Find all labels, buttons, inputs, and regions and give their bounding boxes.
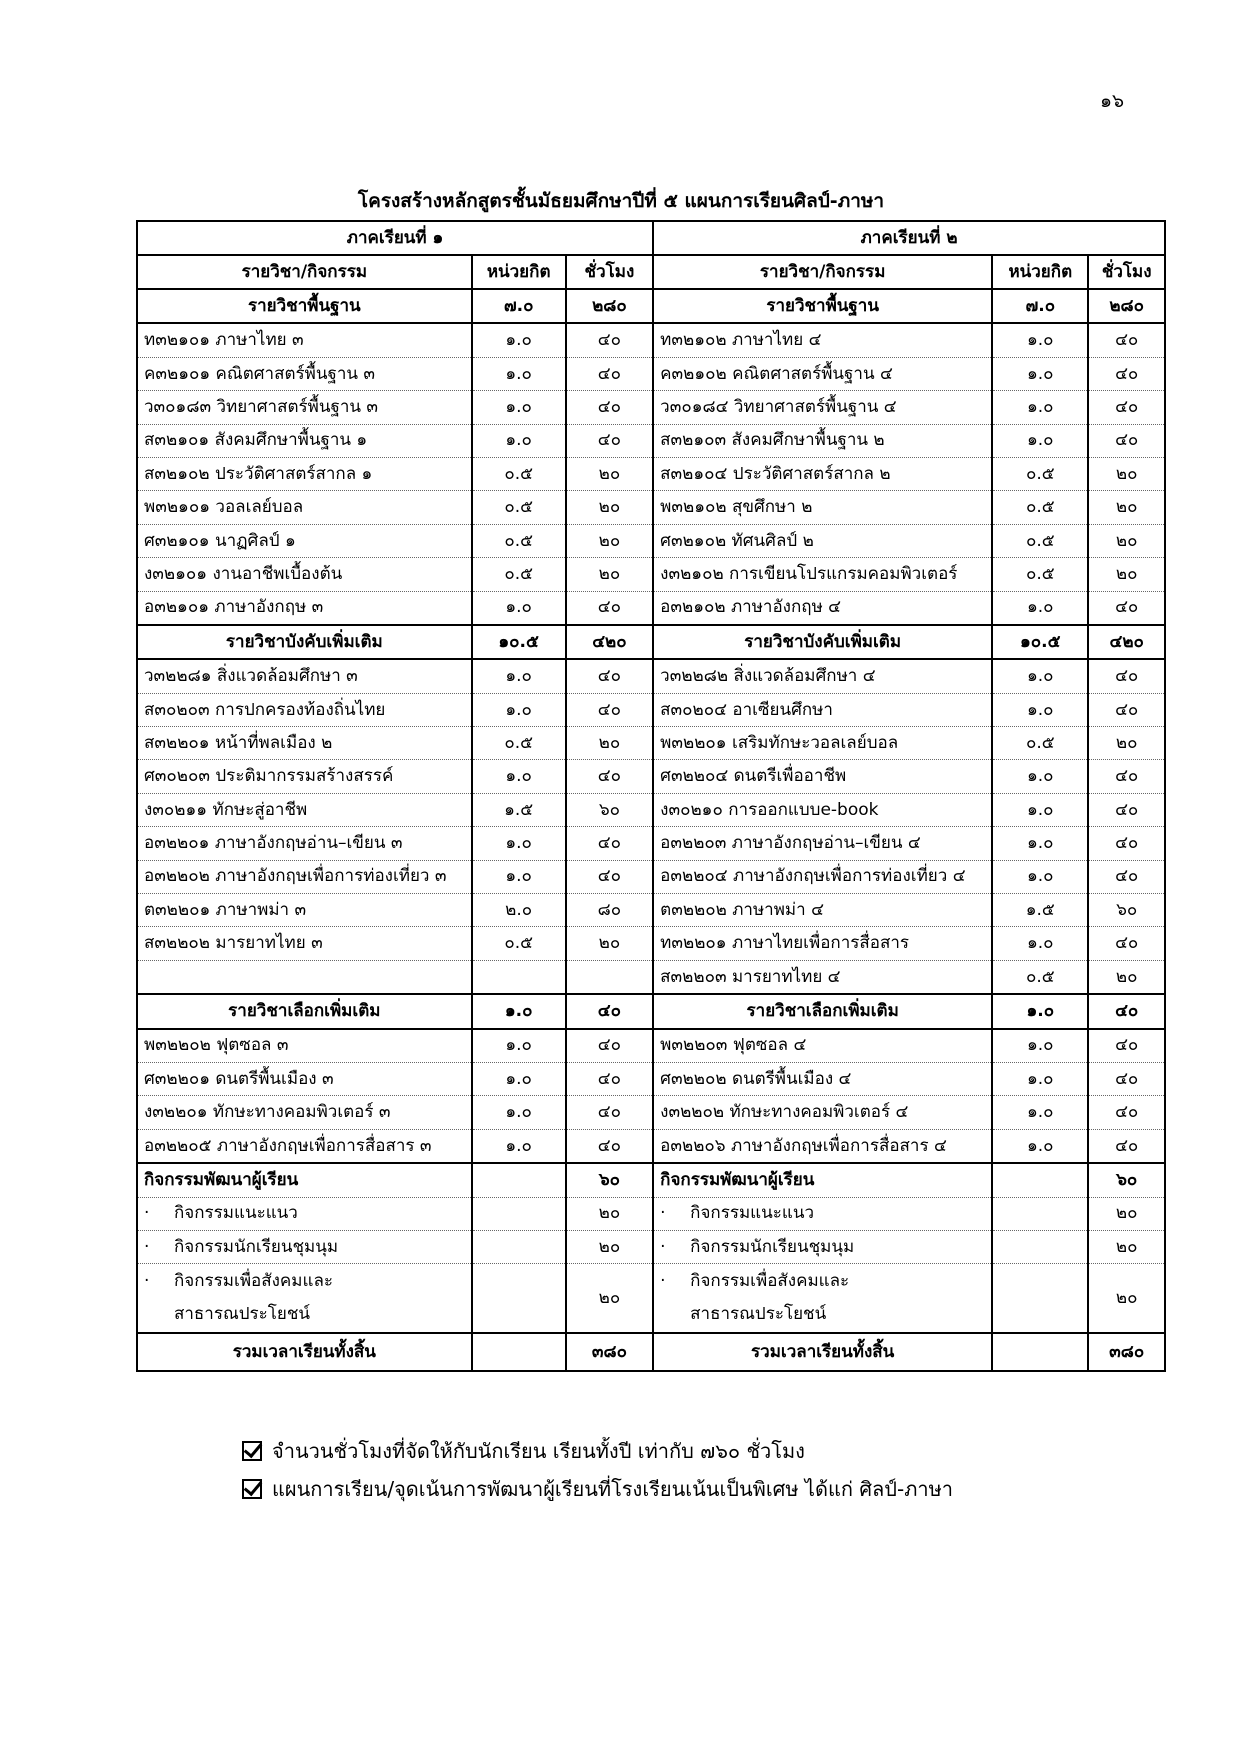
hours-cell: ๔๐ <box>566 323 653 357</box>
subject-cell: ง๓๒๒๐๒ ทักษะทางคอมพิวเตอร์ ๔ <box>653 1096 992 1129</box>
subject-header: รายวิชา/กิจกรรม <box>653 255 992 289</box>
total-label: รวมเวลาเรียนทั้งสิ้น <box>137 1333 472 1371</box>
subject-cell: อ๓๒๑๐๒ ภาษาอังกฤษ ๔ <box>653 591 992 625</box>
hours-cell: ๔๐ <box>1088 591 1165 625</box>
credit-cell: ๑.๐ <box>472 391 566 424</box>
credit-cell <box>992 1197 1088 1230</box>
subject-cell: ส๓๒๑๐๔ ประวัติศาสตร์สากล ๒ <box>653 457 992 490</box>
hours-cell: ๔๐ <box>566 659 653 693</box>
credit-cell: ๑.๐ <box>992 424 1088 457</box>
credit-cell: ๑.๐ <box>992 1129 1088 1163</box>
subject-cell: ส๓๒๑๐๓ สังคมศึกษาพื้นฐาน ๒ <box>653 424 992 457</box>
subject-cell: ว๓๒๒๘๑ สิ่งแวดล้อมศึกษา ๓ <box>137 659 472 693</box>
credit-cell <box>472 1230 566 1263</box>
credit-cell: ๑.๕ <box>472 793 566 826</box>
table-row <box>137 357 1165 390</box>
subject-cell: ส๓๒๒๐๑ หน้าที่พลเมือง ๒ <box>137 727 472 760</box>
subject-cell: ง๓๒๑๐๑ งานอาชีพเบื้องต้น <box>137 558 472 591</box>
subject-cell: ว๓๐๑๘๔ วิทยาศาสตร์พื้นฐาน ๔ <box>653 391 992 424</box>
credit-cell: ๐.๕ <box>472 727 566 760</box>
total-credit <box>992 1333 1088 1371</box>
hours-cell: ๔๐ <box>566 693 653 726</box>
section-hours: ๒๘๐ <box>1088 289 1165 323</box>
hours-cell: ๒๐ <box>1088 457 1165 490</box>
hours-cell: ๔๐ <box>1088 793 1165 826</box>
credit-cell: ๐.๕ <box>472 524 566 557</box>
section-credit: ๑๐.๕ <box>472 625 566 659</box>
hours-cell: ๔๐ <box>1088 323 1165 357</box>
hours-cell: ๔๐ <box>1088 1029 1165 1063</box>
table-row <box>137 1029 1165 1063</box>
hours-cell: ๔๐ <box>1088 1129 1165 1163</box>
credit-cell: ๑.๐ <box>472 1129 566 1163</box>
activity-cell <box>653 1264 992 1334</box>
subject-cell: อ๓๒๒๐๑ ภาษาอังกฤษอ่าน–เขียน ๓ <box>137 827 472 860</box>
table-row <box>137 491 1165 524</box>
hours-cell: ๔๐ <box>1088 860 1165 893</box>
total-hours: ๓๘๐ <box>1088 1333 1165 1371</box>
subject-cell: พ๓๒๒๐๒ ฟุตซอล ๓ <box>137 1029 472 1063</box>
activity-cell <box>137 1230 472 1263</box>
section-header-row <box>137 625 1165 659</box>
credit-cell: ๑.๐ <box>992 1062 1088 1095</box>
credit-cell: ๑.๐ <box>992 1029 1088 1063</box>
section-credit: ๑.๐ <box>472 994 566 1028</box>
hours-cell: ๔๐ <box>1088 391 1165 424</box>
subject-cell: อ๓๒๒๐๒ ภาษาอังกฤษเพื่อการท่องเที่ยว ๓ <box>137 860 472 893</box>
activities-credit <box>472 1163 566 1197</box>
table-row <box>137 693 1165 726</box>
credit-cell: ๑.๐ <box>472 1062 566 1095</box>
credit-cell: ๐.๕ <box>472 927 566 960</box>
table-row <box>137 391 1165 424</box>
credit-cell: ๐.๕ <box>992 727 1088 760</box>
subject-cell: ศ๓๒๒๐๔ ดนตรีเพื่ออาชีพ <box>653 760 992 793</box>
activities-title: กิจกรรมพัฒนาผู้เรียน <box>137 1163 472 1197</box>
credit-cell: ๑.๐ <box>472 1029 566 1063</box>
bullet-icon: · <box>660 1236 666 1257</box>
total-hours: ๓๘๐ <box>566 1333 653 1371</box>
subject-cell: ค๓๒๑๐๑ คณิตศาสตร์พื้นฐาน ๓ <box>137 357 472 390</box>
total-label: รวมเวลาเรียนทั้งสิ้น <box>653 1333 992 1371</box>
hours-cell: ๘๐ <box>566 894 653 927</box>
hours-cell: ๒๐ <box>566 727 653 760</box>
hours-cell: ๔๐ <box>566 1062 653 1095</box>
subject-cell: ว๓๒๒๘๒ สิ่งแวดล้อมศึกษา ๔ <box>653 659 992 693</box>
section-title: รายวิชาบังคับเพิ่มเติม <box>653 625 992 659</box>
hours-cell: ๔๐ <box>566 357 653 390</box>
credit-cell <box>472 1264 566 1334</box>
table-row <box>137 524 1165 557</box>
checked-box-icon <box>242 1441 262 1461</box>
subject-cell: ศ๓๒๑๐๒ ทัศนศิลป์ ๒ <box>653 524 992 557</box>
credit-cell: ๑.๐ <box>472 424 566 457</box>
hours-cell: ๔๐ <box>566 1029 653 1063</box>
credit-cell: ๑.๐ <box>472 1096 566 1129</box>
credit-cell: ๐.๕ <box>992 558 1088 591</box>
hours-cell: ๔๐ <box>1088 1062 1165 1095</box>
section-hours: ๔๐ <box>1088 994 1165 1028</box>
credit-cell: ๐.๕ <box>992 960 1088 994</box>
note-text: จำนวนชั่วโมงที่จัดให้กับนักเรียน เรียนทั้งปี เท่ากับ ๗๖๐ ชั่วโมง <box>272 1439 805 1463</box>
subject-cell: ศ๓๒๒๐๑ ดนตรีพื้นเมือง ๓ <box>137 1062 472 1095</box>
activity-row <box>137 1230 1165 1263</box>
activities-hours: ๖๐ <box>566 1163 653 1197</box>
credit-cell: ๑.๐ <box>992 323 1088 357</box>
credit-cell: ๐.๕ <box>992 524 1088 557</box>
credit-header: หน่วยกิต <box>472 255 566 289</box>
section-header-row <box>137 994 1165 1028</box>
credit-header: หน่วยกิต <box>992 255 1088 289</box>
hours-cell: ๒๐ <box>566 1264 653 1334</box>
subject-cell: ท๓๒๑๐๑ ภาษาไทย ๓ <box>137 323 472 357</box>
table-row <box>137 827 1165 860</box>
credit-cell: ๑.๐ <box>992 591 1088 625</box>
credit-cell: ๐.๕ <box>472 558 566 591</box>
hours-cell: ๔๐ <box>1088 424 1165 457</box>
table-row <box>137 793 1165 826</box>
credit-cell: ๑.๐ <box>472 323 566 357</box>
hours-cell: ๒๐ <box>1088 524 1165 557</box>
subject-cell <box>137 960 472 994</box>
activity-label: สาธารณประโยชน์ <box>174 1304 311 1325</box>
subject-cell: พ๓๒๒๐๑ เสริมทักษะวอลเลย์บอล <box>653 727 992 760</box>
semester-2-header: ภาคเรียนที่ ๒ <box>653 221 1165 255</box>
hours-cell: ๖๐ <box>566 793 653 826</box>
subject-cell: ง๓๒๑๐๒ การเขียนโปรแกรมคอมพิวเตอร์ <box>653 558 992 591</box>
subject-cell: ต๓๒๒๐๑ ภาษาพม่า ๓ <box>137 894 472 927</box>
section-title: รายวิชาเลือกเพิ่มเติม <box>137 994 472 1028</box>
subject-cell: ศ๓๒๑๐๑ นาฏศิลป์ ๑ <box>137 524 472 557</box>
credit-cell: ๑.๐ <box>992 659 1088 693</box>
hours-cell: ๔๐ <box>1088 659 1165 693</box>
hours-header: ชั่วโมง <box>1088 255 1165 289</box>
bullet-icon: · <box>660 1271 666 1292</box>
hours-cell: ๔๐ <box>566 1096 653 1129</box>
page-number: ๑๖ <box>1100 90 1125 112</box>
total-row <box>137 1333 1165 1371</box>
subject-cell: ท๓๒๒๐๑ ภาษาไทยเพื่อการสื่อสาร <box>653 927 992 960</box>
note-item <box>242 1470 953 1508</box>
subject-cell: ส๓๐๒๐๓ การปกครองท้องถิ่นไทย <box>137 693 472 726</box>
bullet-icon: · <box>144 1203 150 1224</box>
bullet-icon: · <box>660 1203 666 1224</box>
activity-row <box>137 1197 1165 1230</box>
subject-cell: ส๓๒๒๐๒ มารยาทไทย ๓ <box>137 927 472 960</box>
table-row <box>137 323 1165 357</box>
subject-cell: ว๓๐๑๘๓ วิทยาศาสตร์พื้นฐาน ๓ <box>137 391 472 424</box>
subject-cell: ท๓๒๑๐๒ ภาษาไทย ๔ <box>653 323 992 357</box>
credit-cell: ๑.๐ <box>472 659 566 693</box>
credit-cell: ๑.๐ <box>472 760 566 793</box>
curriculum-table <box>136 220 1166 1372</box>
hours-cell: ๒๐ <box>566 1197 653 1230</box>
section-title: รายวิชาพื้นฐาน <box>653 289 992 323</box>
credit-cell: ๑.๐ <box>992 793 1088 826</box>
table-row <box>137 558 1165 591</box>
hours-cell: ๔๐ <box>1088 1096 1165 1129</box>
section-hours: ๔๒๐ <box>1088 625 1165 659</box>
subject-cell: ง๓๒๒๐๑ ทักษะทางคอมพิวเตอร์ ๓ <box>137 1096 472 1129</box>
activity-label: กิจกรรมนักเรียนชุมนุม <box>174 1236 339 1257</box>
subject-cell: อ๓๒๑๐๑ ภาษาอังกฤษ ๓ <box>137 591 472 625</box>
credit-cell: ๑.๐ <box>992 357 1088 390</box>
section-credit: ๗.๐ <box>992 289 1088 323</box>
table-row <box>137 457 1165 490</box>
table-row <box>137 894 1165 927</box>
section-title: รายวิชาบังคับเพิ่มเติม <box>137 625 472 659</box>
credit-cell <box>472 960 566 994</box>
activities-header-row <box>137 1163 1165 1197</box>
credit-cell <box>992 1230 1088 1263</box>
section-credit: ๑.๐ <box>992 994 1088 1028</box>
hours-cell: ๔๐ <box>566 827 653 860</box>
bullet-icon: · <box>144 1236 150 1257</box>
activity-label: สาธารณประโยชน์ <box>690 1304 827 1325</box>
table-row <box>137 591 1165 625</box>
document-title: โครงสร้างหลักสูตรชั้นมัธยมศึกษาปีที่ ๕ แผนการเรียนศิลป์-ภาษา <box>357 190 885 212</box>
section-credit: ๑๐.๕ <box>992 625 1088 659</box>
credit-cell: ๑.๐ <box>992 391 1088 424</box>
hours-cell: ๔๐ <box>1088 693 1165 726</box>
hours-cell: ๔๐ <box>1088 357 1165 390</box>
subject-cell: พ๓๒๑๐๑ วอลเลย์บอล <box>137 491 472 524</box>
semester-header-row <box>137 221 1165 255</box>
semester-1-header: ภาคเรียนที่ ๑ <box>137 221 653 255</box>
section-hours: ๔๐ <box>566 994 653 1028</box>
table-row <box>137 1096 1165 1129</box>
hours-header: ชั่วโมง <box>566 255 653 289</box>
hours-cell: ๒๐ <box>1088 1264 1165 1334</box>
table-row <box>137 760 1165 793</box>
notes <box>242 1432 953 1508</box>
credit-cell: ๑.๐ <box>992 827 1088 860</box>
checked-box-icon <box>242 1479 262 1499</box>
hours-cell: ๔๐ <box>566 391 653 424</box>
section-title: รายวิชาเลือกเพิ่มเติม <box>653 994 992 1028</box>
credit-cell: ๑.๐ <box>472 827 566 860</box>
hours-cell: ๒๐ <box>566 524 653 557</box>
activity-cell <box>653 1230 992 1263</box>
section-hours: ๒๘๐ <box>566 289 653 323</box>
credit-cell: ๑.๐ <box>992 760 1088 793</box>
activity-cell <box>137 1264 472 1334</box>
credit-cell: ๐.๕ <box>472 457 566 490</box>
activity-cell <box>653 1197 992 1230</box>
credit-cell: ๑.๐ <box>472 693 566 726</box>
subject-cell: ส๓๐๒๐๔ อาเซียนศึกษา <box>653 693 992 726</box>
hours-cell: ๔๐ <box>1088 827 1165 860</box>
subject-cell: อ๓๒๒๐๔ ภาษาอังกฤษเพื่อการท่องเที่ยว ๔ <box>653 860 992 893</box>
credit-cell <box>992 1264 1088 1334</box>
credit-cell <box>472 1197 566 1230</box>
subject-cell: ส๓๒๒๐๓ มารยาทไทย ๔ <box>653 960 992 994</box>
subject-cell: อ๓๒๒๐๓ ภาษาอังกฤษอ่าน–เขียน ๔ <box>653 827 992 860</box>
credit-cell: ๑.๐ <box>992 693 1088 726</box>
hours-cell: ๖๐ <box>1088 894 1165 927</box>
table-row <box>137 727 1165 760</box>
activity-label: กิจกรรมแนะแนว <box>174 1203 298 1224</box>
subject-cell: ค๓๒๑๐๒ คณิตศาสตร์พื้นฐาน ๔ <box>653 357 992 390</box>
credit-cell: ๑.๐ <box>472 591 566 625</box>
credit-cell: ๑.๐ <box>472 357 566 390</box>
table-row <box>137 860 1165 893</box>
subject-cell: อ๓๒๒๐๖ ภาษาอังกฤษเพื่อการสื่อสาร ๔ <box>653 1129 992 1163</box>
total-credit <box>472 1333 566 1371</box>
hours-cell: ๔๐ <box>1088 760 1165 793</box>
subject-cell: ศ๓๒๒๐๒ ดนตรีพื้นเมือง ๔ <box>653 1062 992 1095</box>
subject-cell: พ๓๒๒๐๓ ฟุตซอล ๔ <box>653 1029 992 1063</box>
hours-cell: ๔๐ <box>566 591 653 625</box>
hours-cell: ๔๐ <box>566 1129 653 1163</box>
credit-cell: ๑.๐ <box>992 860 1088 893</box>
activities-title: กิจกรรมพัฒนาผู้เรียน <box>653 1163 992 1197</box>
hours-cell: ๒๐ <box>566 491 653 524</box>
activity-label: กิจกรรมแนะแนว <box>690 1203 815 1224</box>
activity-label: กิจกรรมนักเรียนชุมนุม <box>690 1236 855 1257</box>
activities-hours: ๖๐ <box>1088 1163 1165 1197</box>
activity-row <box>137 1264 1165 1334</box>
activity-label: กิจกรรมเพื่อสังคมและ <box>174 1271 334 1292</box>
activity-cell <box>137 1197 472 1230</box>
hours-cell: ๒๐ <box>566 1230 653 1263</box>
table-row <box>137 424 1165 457</box>
subject-cell: ส๓๒๑๐๒ ประวัติศาสตร์สากล ๑ <box>137 457 472 490</box>
subject-cell: ส๓๒๑๐๑ สังคมศึกษาพื้นฐาน ๑ <box>137 424 472 457</box>
section-hours: ๔๒๐ <box>566 625 653 659</box>
credit-cell: ๑.๐ <box>472 860 566 893</box>
activities-credit <box>992 1163 1088 1197</box>
subject-cell: พ๓๒๑๐๒ สุขศึกษา ๒ <box>653 491 992 524</box>
subject-cell: อ๓๒๒๐๕ ภาษาอังกฤษเพื่อการสื่อสาร ๓ <box>137 1129 472 1163</box>
activity-label: กิจกรรมเพื่อสังคมและ <box>690 1271 850 1292</box>
column-header-row <box>137 255 1165 289</box>
section-header-row <box>137 289 1165 323</box>
note-text: แผนการเรียน/จุดเน้นการพัฒนาผู้เรียนที่โรงเรียนเน้นเป็นพิเศษ ได้แก่ ศิลป์-ภาษา <box>272 1477 954 1501</box>
note-item <box>242 1432 953 1470</box>
hours-cell <box>566 960 653 994</box>
credit-cell: ๐.๕ <box>992 491 1088 524</box>
credit-cell: ๐.๕ <box>992 457 1088 490</box>
subject-cell: ง๓๐๒๑๑ ทักษะสู่อาชีพ <box>137 793 472 826</box>
hours-cell: ๒๐ <box>1088 558 1165 591</box>
hours-cell: ๔๐ <box>566 860 653 893</box>
subject-cell: ต๓๒๒๐๒ ภาษาพม่า ๔ <box>653 894 992 927</box>
hours-cell: ๒๐ <box>1088 491 1165 524</box>
hours-cell: ๒๐ <box>1088 1197 1165 1230</box>
hours-cell: ๒๐ <box>1088 960 1165 994</box>
table-row <box>137 1062 1165 1095</box>
credit-cell: ๒.๐ <box>472 894 566 927</box>
credit-cell: ๑.๐ <box>992 1096 1088 1129</box>
hours-cell: ๒๐ <box>566 927 653 960</box>
table-row <box>137 960 1165 994</box>
section-credit: ๗.๐ <box>472 289 566 323</box>
table-row <box>137 1129 1165 1163</box>
table-row <box>137 659 1165 693</box>
hours-cell: ๒๐ <box>1088 1230 1165 1263</box>
credit-cell: ๑.๕ <box>992 894 1088 927</box>
bullet-icon: · <box>144 1271 150 1292</box>
credit-cell: ๑.๐ <box>992 927 1088 960</box>
hours-cell: ๔๐ <box>1088 927 1165 960</box>
hours-cell: ๒๐ <box>566 558 653 591</box>
subject-cell: ศ๓๐๒๐๓ ประติมากรรมสร้างสรรค์ <box>137 760 472 793</box>
table-row <box>137 927 1165 960</box>
section-title: รายวิชาพื้นฐาน <box>137 289 472 323</box>
subject-header: รายวิชา/กิจกรรม <box>137 255 472 289</box>
subject-cell: ง๓๐๒๑๐ การออกแบบe-book <box>653 793 992 826</box>
hours-cell: ๔๐ <box>566 424 653 457</box>
hours-cell: ๔๐ <box>566 760 653 793</box>
hours-cell: ๒๐ <box>1088 727 1165 760</box>
credit-cell: ๐.๕ <box>472 491 566 524</box>
hours-cell: ๒๐ <box>566 457 653 490</box>
